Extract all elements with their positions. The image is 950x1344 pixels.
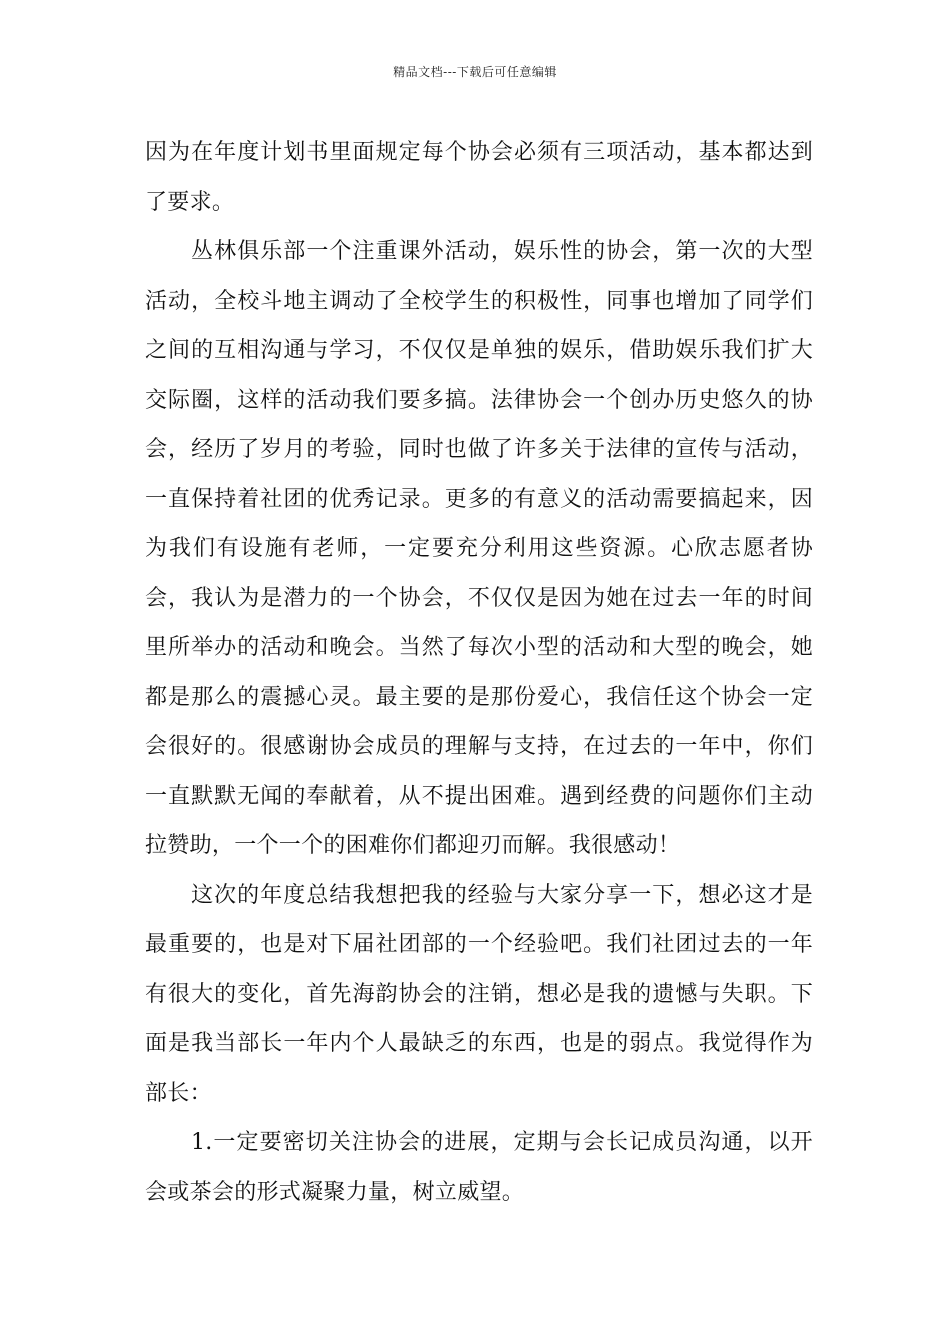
document-body (145, 128, 813, 1217)
page-header: 精品文档---下载后可任意编辑 (393, 65, 557, 79)
paragraph-2: 丛林俱乐部一个注重课外活动，娱乐性的协会，第一次的大型活动，全校斗地主调动了全校学生的积极性，同事也增加了同学们之间的互相沟通与学习，不仅仅是单独的娱乐，借助娱乐我们扩大交际圈，这样的活动我们要多搞。法律协会一个创办历史悠久的协会，经历了岁月的考验，同时也做了许多关于法律的宣传与活动，一直保持着社团的优秀记录。更多的有意义的活动需要搞起来，因为我们有设施有老师，一定要充分利用这些资源。心欣志愿者协会，我认为是潜力的一个协会，不仅仅是因为她在过去一年的时间里所举办的活动和晚会。当然了每次小型的活动和大型的晚会，她都是那么的震撼心灵。最主要的是那份爱心，我信任这个协会一定会很好的。很感谢协会成员的理解与支持，在过去的一年中，你们一直默默无闻的奉献着，从不提出困难。遇到经费的问题你们主动拉赞助，一个一个的困难你们都迎刃而解。我很感动！ (145, 239, 813, 858)
paragraph-1: 因为在年度计划书里面规定每个协会必须有三项活动，基本都达到了要求。 (145, 140, 813, 215)
paragraph-3: 这次的年度总结我想把我的经验与大家分享一下，想必这才是最重要的，也是对下届社团部的一个经验吧。我们社团过去的一年有很大的变化，首先海韵协会的注销，想必是我的遗憾与失职。下面是我当部长一年内个人最缺乏的东西，也是的弱点。我觉得作为部长： (145, 882, 813, 1106)
paragraph-4: 1.一定要密切关注协会的进展，定期与会长记成员沟通，以开会或茶会的形式凝聚力量，树立威望。 (145, 1130, 813, 1205)
